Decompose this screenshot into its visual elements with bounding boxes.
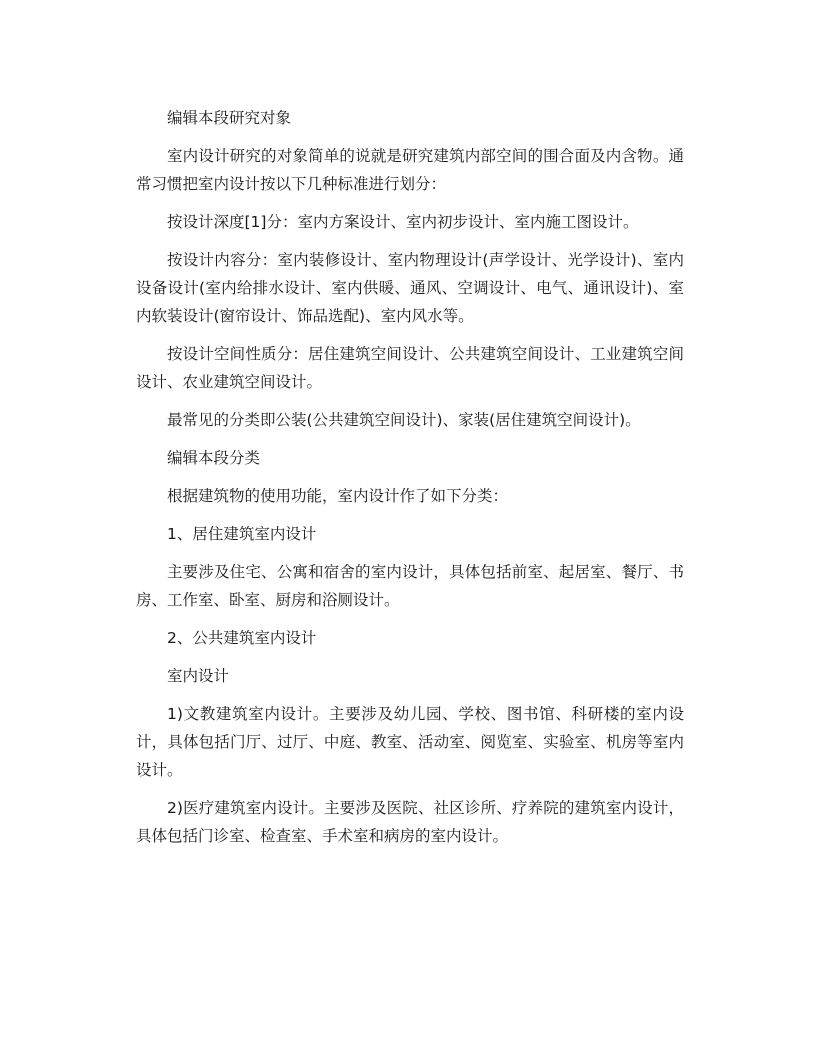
- subheading-public: 2、公共建筑室内设计: [167, 629, 317, 647]
- paragraph-classification-intro: 根据建筑物的使用功能，室内设计作了如下分类：: [167, 487, 509, 505]
- paragraph-space-nature: 按设计空间性质分：居住建筑空间设计、公共建筑空间设计、工业建筑空间设计、农业建筑空间设计。: [136, 345, 684, 391]
- subheading-interior-design: 室内设计: [167, 667, 230, 685]
- paragraph-residential: 主要涉及住宅、公寓和宿舍的室内设计，具体包括前室、起居室、餐厅、书房、工作室、卧室、厨房和浴厕设计。: [136, 563, 684, 609]
- paragraph-design-content: 按设计内容分：室内装修设计、室内物理设计(声学设计、光学设计)、室内设备设计(室内给排水设计、室内供暖、通风、空调设计、电气、通讯设计)、室内软装设计(窗帘设计、饰品选配)、室内风水等。: [136, 251, 684, 325]
- section-heading-research-object: 编辑本段研究对象: [167, 109, 292, 127]
- paragraph-research-object: 室内设计研究的对象简单的说就是研究建筑内部空间的围合面及内含物。通常习惯把室内设计按以下几种标准进行划分：: [136, 147, 684, 193]
- section-heading-classification: 编辑本段分类: [167, 449, 261, 467]
- document-body: [136, 104, 684, 860]
- paragraph-common-classification: 最常见的分类即公装(公共建筑空间设计)、家装(居住建筑空间设计)。: [167, 411, 641, 429]
- paragraph-medical-buildings: 2)医疗建筑室内设计。主要涉及医院、社区诊所、疗养院的建筑室内设计，具体包括门诊室、检查室、手术室和病房的室内设计。: [136, 799, 684, 845]
- subheading-residential: 1、居住建筑室内设计: [167, 525, 317, 543]
- paragraph-education-buildings: 1)文教建筑室内设计。主要涉及幼儿园、学校、图书馆、科研楼的室内设计，具体包括门厅、过厅、中庭、教室、活动室、阅览室、实验室、机房等室内设计。: [136, 705, 684, 779]
- paragraph-design-depth: 按设计深度[1]分：室内方案设计、室内初步设计、室内施工图设计。: [167, 213, 639, 231]
